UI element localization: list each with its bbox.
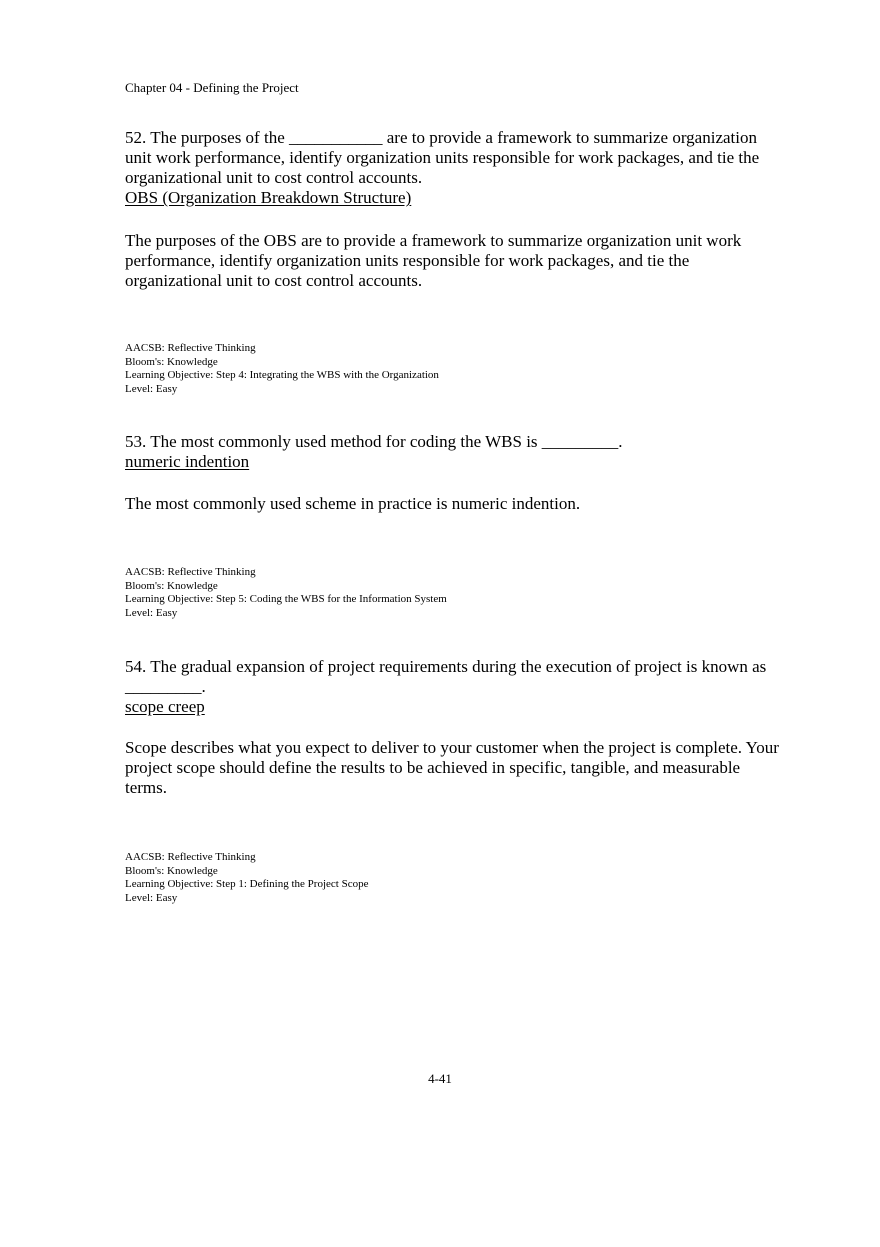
meta-blooms: Bloom's: Knowledge [125, 864, 218, 877]
meta-objective: Learning Objective: Step 1: Defining the Project Scope [125, 878, 369, 890]
meta-level: Level: Easy [125, 891, 178, 904]
meta-blooms: Bloom's: Knowledge [125, 579, 218, 592]
question-answer: scope creep [125, 697, 205, 716]
question-54 [125, 657, 785, 717]
question-explanation-54: Scope describes what you expect to deliver to your customer when the project is complete. Your project scope should define the results to be achieved in specific, tangible, and measurable terms. [125, 738, 779, 797]
meta-aacsb: AACSB: Reflective Thinking [125, 566, 256, 578]
question-explanation-53: The most commonly used scheme in practice is numeric indention. [125, 494, 581, 513]
page-number: 4-41 [428, 1071, 452, 1086]
chapter-header: Chapter 04 - Defining the Project [125, 80, 299, 95]
question-meta-54 [125, 851, 368, 905]
question-explanation-52: The purposes of the OBS are to provide a framework to summarize organization unit work performance, identify organization units responsible for work packages, and tie the organizational unit to cost control accounts. [125, 231, 742, 290]
meta-level: Level: Easy [125, 382, 178, 395]
question-meta-52 [125, 342, 439, 396]
question-prompt: 52. The purposes of the ___________ are to provide a framework to summarize organization unit work performance, identify organization units responsible for work packages, and tie the organizational unit to cost control accounts. [125, 128, 760, 187]
question-answer: OBS (Organization Breakdown Structure) [125, 188, 412, 207]
meta-aacsb: AACSB: Reflective Thinking [125, 851, 256, 863]
question-53 [125, 432, 785, 472]
meta-objective: Learning Objective: Step 4: Integrating the WBS with the Organization [125, 369, 439, 381]
question-prompt: 53. The most commonly used method for coding the WBS is _________. [125, 432, 623, 451]
question-52 [125, 128, 785, 208]
question-meta-53 [125, 566, 447, 620]
meta-level: Level: Easy [125, 606, 178, 619]
question-prompt: 54. The gradual expansion of project requirements during the execution of project is known as _________. [125, 657, 767, 696]
question-answer: numeric indention [125, 452, 250, 471]
meta-objective: Learning Objective: Step 5: Coding the WBS for the Information System [125, 593, 447, 605]
meta-blooms: Bloom's: Knowledge [125, 355, 218, 368]
meta-aacsb: AACSB: Reflective Thinking [125, 342, 256, 354]
